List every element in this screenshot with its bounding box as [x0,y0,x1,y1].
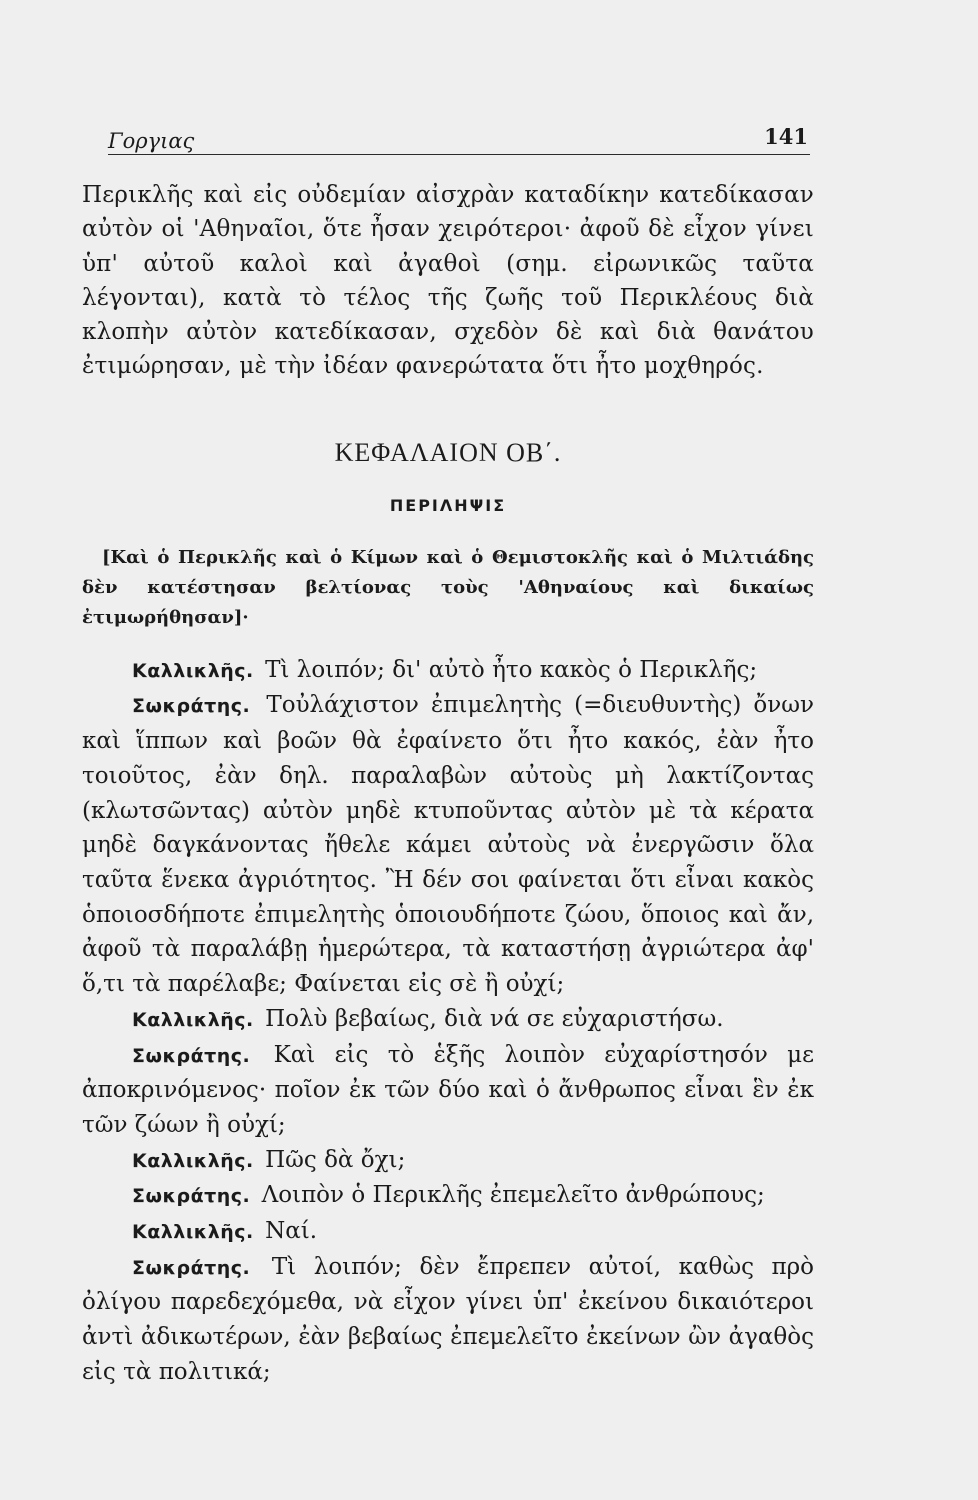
dialogue-turn [82,1178,814,1214]
speaker-name: Σωκράτης. [132,1185,251,1208]
speaker-name: Καλλικλῆς. [132,1221,254,1244]
speech-text: Λοιπὸν ὁ Περικλῆς ἐπεμελεῖτο ἀνθρώπους; [261,1182,765,1209]
speech-text: Τὶ λοιπόν; δὲν ἔπρεπεν αὐτοί, καθὼς πρὸ ὀλίγου παρεδεχόμεθα, νὰ εἶχον γίνει ὑπ' ἐκείνου δικαιότεροι ἀντὶ ἀδικωτέρων, ἐὰν βεβαίως ἐπεμελεῖτο ἐκείνων ὢν ἀγαθὸς εἰς τὰ πολιτικά; [82,1253,815,1385]
dialogue-turn [82,1002,814,1038]
dialogue-turn [82,1038,814,1143]
speaker-name: Σωκράτης. [132,1044,251,1067]
dialogue-turn [82,1250,814,1390]
dialogue-turn [82,653,814,689]
running-header [108,124,810,155]
speech-text: Τοὐλάχιστον ἐπιμελητὴς (=διευθυντὴς) ὄνων καὶ ἵππων καὶ βοῶν θὰ ἐφαίνετο ὅτι ἦτο κακός, ἐὰν ἦτο τοιοῦτος, ἐὰν δηλ. παραλαβὼν αὐτοὺς μὴ λακτίζοντας (κλωτσῶντας) αὐτὸν μηδὲ κτυποῦντας αὐτὸν μὲ τὰ κέρατα μηδὲ δαγκάνοντας ἤθελε κάμει αὐτοὺς νὰ ἐνεργῶσιν ὅλα ταῦτα ἕνεκα ἀγριότητος. Ἢ δέν σοι φαίνεται ὅτι εἶναι κακὸς ὁποιοσδήποτε ἐπιμελητὴς ὁποιουδήποτε ζώου, ὅποιος καὶ ἄν, ἀφοῦ τὰ παραλάβῃ ἡμερώτερα, τὰ καταστήσῃ ἀγριώτερα ἀφ' ὅ,τι τὰ παρέλαβε; Φαίνεται εἰς σὲ ἢ οὐχί; [82,692,815,998]
dialogue-turn [82,688,814,1001]
dialogue-turn [82,1214,814,1250]
chapter-summary: [Καὶ ὁ Περικλῆς καὶ ὁ Κίμων καὶ ὁ Θεμιστοκλῆς καὶ ὁ Μιλτιάδης δὲν κατέστησαν βελτίονας τοὺς 'Αθηναίους καὶ δικαίως ἐτιμωρήθησαν]· [82,546,814,628]
running-header-title: Γοργιας [108,129,195,153]
speaker-name: Σωκράτης. [132,1256,251,1279]
dialogue [82,653,814,1390]
speaker-name: Καλλικλῆς. [132,659,254,682]
chapter-subtitle: ΠΕΡΙΛΗΨΙΣ [389,495,507,515]
speaker-name: Καλλικλῆς. [132,1149,254,1172]
dialogue-turn [82,1143,814,1179]
speech-text: Καὶ εἰς τὸ ἑξῆς λοιπὸν εὐχαρίστησόν με ἀποκρινόμενος· ποῖον ἐκ τῶν δύο καὶ ὁ ἄνθρωπος εἶναι ἓν ἐκ τῶν ζώων ἢ οὐχί; [82,1041,815,1138]
speech-text: Ναί. [265,1218,318,1245]
speech-text: Τὶ λοιπόν; δι' αὐτὸ ἦτο κακὸς ὁ Περικλῆς; [265,656,758,683]
speaker-name: Σωκράτης. [132,695,251,718]
speech-text: Πολὺ βεβαίως, διὰ νά σε εὐχαριστήσω. [265,1005,724,1032]
speaker-name: Καλλικλῆς. [132,1008,254,1031]
speech-text: Πῶς δὰ ὄχι; [265,1146,406,1173]
page-number: 141 [764,124,808,149]
intro-paragraph: Περικλῆς καὶ εἰς οὐδεμίαν αἰσχρὰν καταδίκην κατεδίκασαν αὐτὸν οἱ 'Αθηναῖοι, ὅτε ἦσαν χειρότεροι· ἀφοῦ δὲ εἶχον γίνει ὑπ' αὐτοῦ καλοὶ καὶ ἀγαθοὶ (σημ. εἰρωνικῶς ταῦτα λέγονται), κατὰ τὸ τέλος τῆς ζωῆς τοῦ Περικλέους διὰ κλοπὴν αὐτὸν κατεδίκασαν, σχεδὸν δὲ καὶ διὰ θανάτου ἐτιμώρησαν, μὲ τὴν ἰδέαν φανερώτατα ὅτι ἦτο μοχθηρός. [82,182,814,380]
chapter-title: ΚΕΦΑΛΑΙΟΝ ΟΒ΄. [334,437,562,467]
page-content [82,178,814,1390]
